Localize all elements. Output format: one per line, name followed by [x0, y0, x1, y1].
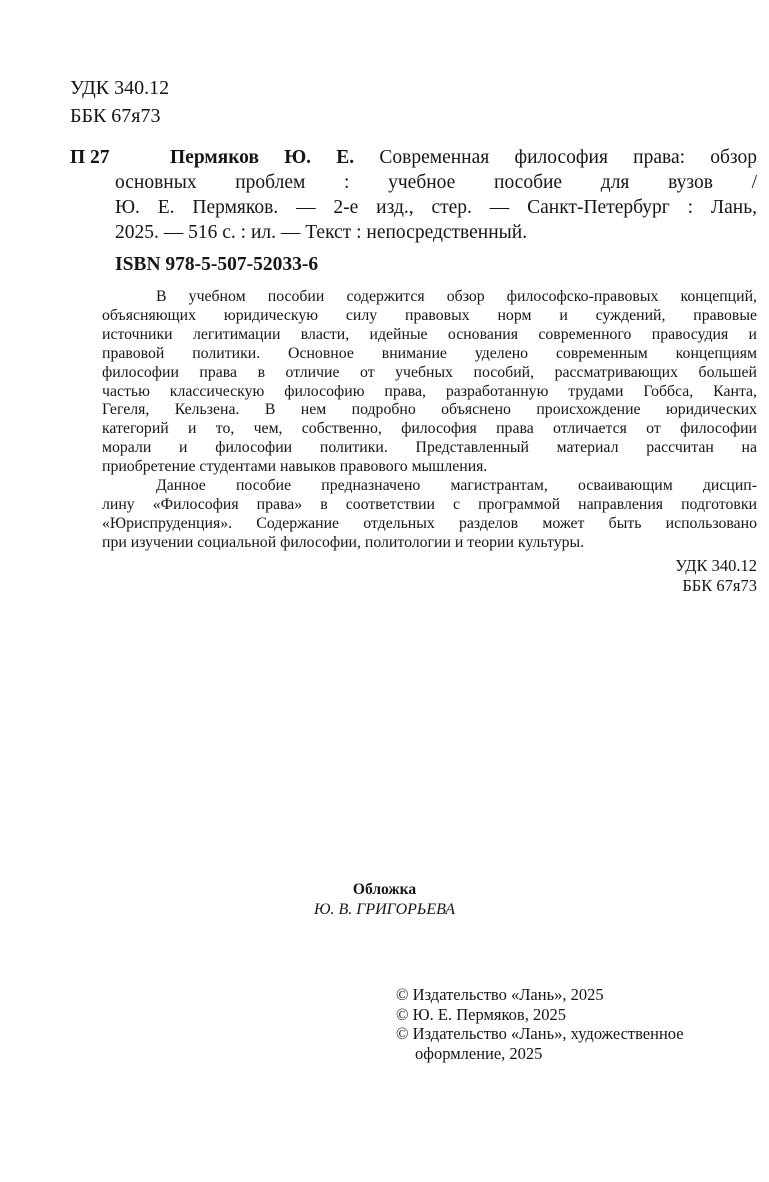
copyright-line: © Ю. Е. Пермяков, 2025	[396, 1004, 566, 1024]
text-line: категорий и то, чем, собственно, философия права отличается от философии	[102, 420, 757, 438]
text-line: философии права в отличие от учебных пособий, рассматривающих большей	[102, 363, 757, 381]
catalog-card	[70, 145, 757, 245]
text-line: приобретение студентами навыков правового мышления.	[102, 458, 488, 476]
text-line: морали и философии политики. Представленный материал рассчитан на	[102, 439, 757, 457]
card-code: П 27	[70, 147, 110, 168]
text-line: частью классическую философию права, разработанную трудами Гоббса, Канта,	[102, 382, 757, 400]
text-line: «Юриспруденция». Содержание отдельных разделов может быть использовано	[102, 514, 757, 532]
card-title-text: Современная философия права: обзор	[379, 147, 758, 168]
bbk-code-top: ББК 67я73	[70, 105, 161, 127]
classification-codes-bottom	[675, 556, 757, 596]
text-line: источники легитимации власти, идейные основания современного правосудия и	[102, 325, 757, 343]
isbn: ISBN 978-5-507-52033-6	[115, 254, 319, 275]
card-author: Пермяков Ю. Е.	[170, 147, 355, 168]
copyright-line: © Издательство «Лань», 2025	[396, 985, 604, 1004]
annotation-paragraph-2	[102, 477, 757, 553]
bbk-code-bottom: ББК 67я73	[682, 576, 757, 595]
udk-code-top: УДК 340.12	[70, 77, 170, 99]
text-line: Данное пособие предназначено магистрантам, осваивающим дисцип-	[156, 477, 757, 495]
text-line: В учебном пособии содержится обзор философско-правовых концепций,	[156, 288, 757, 305]
annotation-paragraph-1	[102, 288, 757, 477]
text-line: основных проблем : учебное пособие для вузов /	[115, 172, 757, 193]
text-line: Гегеля, Кельзена. В нем подробно объяснено происхождение юридических	[102, 401, 757, 419]
classification-codes-top	[70, 74, 169, 130]
catalog-card-first-line	[70, 145, 757, 170]
text-line: 2025. — 516 с. : ил. — Текст : непосредственный.	[115, 222, 528, 243]
text-line: лину «Философия права» в соответствии с программой направления подготовки	[102, 495, 757, 513]
copyright-block	[396, 985, 684, 1063]
cover-credit-name: Ю. В. ГРИГОРЬЕВА	[313, 900, 456, 918]
text-line: объясняющих юридическую силу правовых норм и суждений, правовые	[102, 306, 757, 324]
udk-code-bottom: УДК 340.12	[675, 556, 757, 575]
annotation	[102, 288, 757, 553]
copyright-line: оформление, 2025	[415, 1043, 543, 1063]
card-continuation-lines	[115, 170, 757, 245]
cover-credit	[0, 880, 769, 919]
text-line: правовой политики. Основное внимание уделено современным концепциям	[102, 344, 757, 362]
cover-credit-label: Обложка	[352, 881, 417, 898]
card-title-line	[170, 145, 757, 170]
copyright-line: © Издательство «Лань», художественное	[396, 1024, 684, 1043]
text-line: Ю. Е. Пермяков. — 2-е изд., стер. — Санкт-Петербург : Лань,	[115, 197, 757, 218]
text-line: при изучении социальной философии, политологии и теории культуры.	[102, 533, 585, 551]
